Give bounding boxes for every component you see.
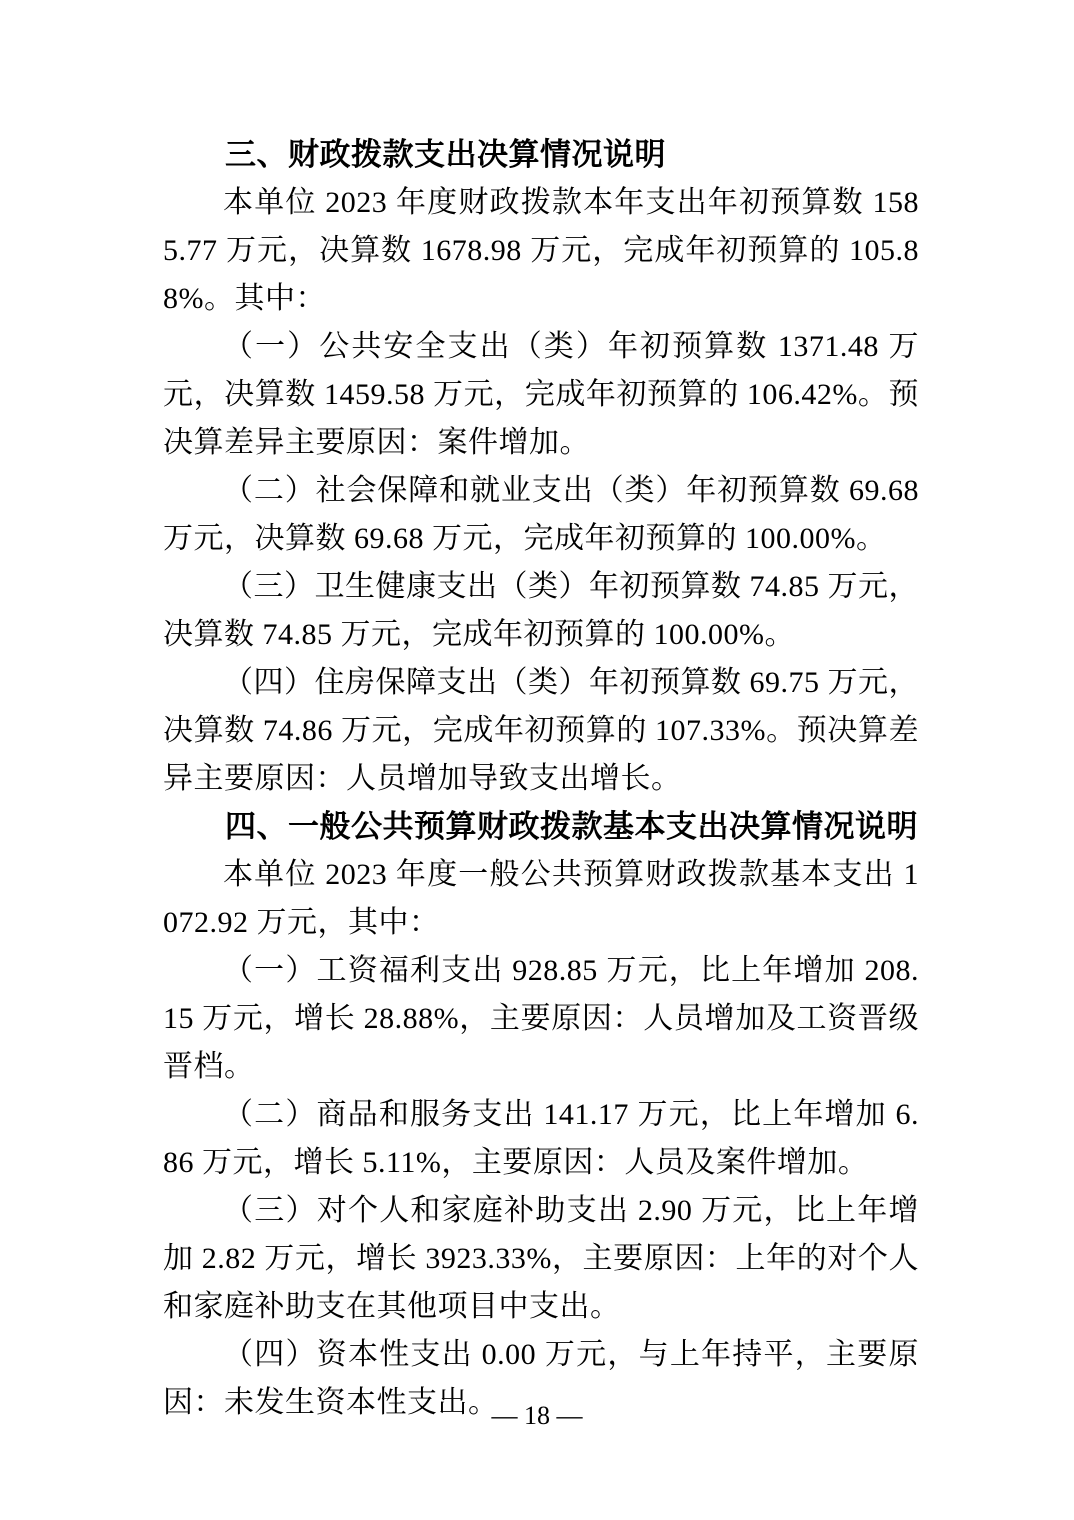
section-4-intro-paragraph: 本单位 2023 年度一般公共预算财政拨款基本支出 1072.92 万元，其中： — [163, 858, 919, 939]
section-4-item-3-individual-family-subsidy: （三）对个人和家庭补助支出 2.90 万元，比上年增加 2.82 万元，增长 3923.33%，主要原因：上年的对个人和家庭补助支在其他项目中支出。 — [163, 1194, 919, 1323]
section-4-heading: 四、一般公共预算财政拨款基本支出决算情况说明 — [225, 809, 918, 844]
section-4-item-1-wages-welfare: （一）工资福利支出 928.85 万元，比上年增加 208.15 万元，增长 28.88%，主要原因：人员增加及工资晋级晋档。 — [163, 954, 919, 1083]
section-3-item-2-social-security: （二）社会保障和就业支出（类）年初预算数 69.68 万元，决算数 69.68 万元，完成年初预算的 100.00%。 — [163, 474, 919, 555]
section-4-item-4-capital-expenditure: （四）资本性支出 0.00 万元，与上年持平，主要原因：未发生资本性支出。 — [163, 1338, 919, 1419]
page-footer — [0, 1398, 1074, 1434]
page-number: — 18 — — [491, 1401, 583, 1430]
section-3-item-3-health: （三）卫生健康支出（类）年初预算数 74.85 万元，决算数 74.85 万元，完成年初预算的 100.00%。 — [163, 570, 919, 651]
page-content — [163, 131, 919, 1427]
section-3-item-1-public-security: （一）公共安全支出（类）年初预算数 1371.48 万元，决算数 1459.58 万元，完成年初预算的 106.42%。预决算差异主要原因：案件增加。 — [163, 330, 919, 459]
section-3-item-4-housing: （四）住房保障支出（类）年初预算数 69.75 万元，决算数 74.86 万元，完成年初预算的 107.33%。预决算差异主要原因：人员增加导致支出增长。 — [163, 666, 919, 795]
section-3-intro-paragraph: 本单位 2023 年度财政拨款本年支出年初预算数 1585.77 万元，决算数 1678.98 万元，完成年初预算的 105.88%。其中： — [163, 186, 919, 315]
section-3-heading: 三、财政拨款支出决算情况说明 — [225, 137, 666, 172]
section-4-item-2-goods-services: （二）商品和服务支出 141.17 万元，比上年增加 6.86 万元，增长 5.11%，主要原因：人员及案件增加。 — [163, 1098, 919, 1179]
